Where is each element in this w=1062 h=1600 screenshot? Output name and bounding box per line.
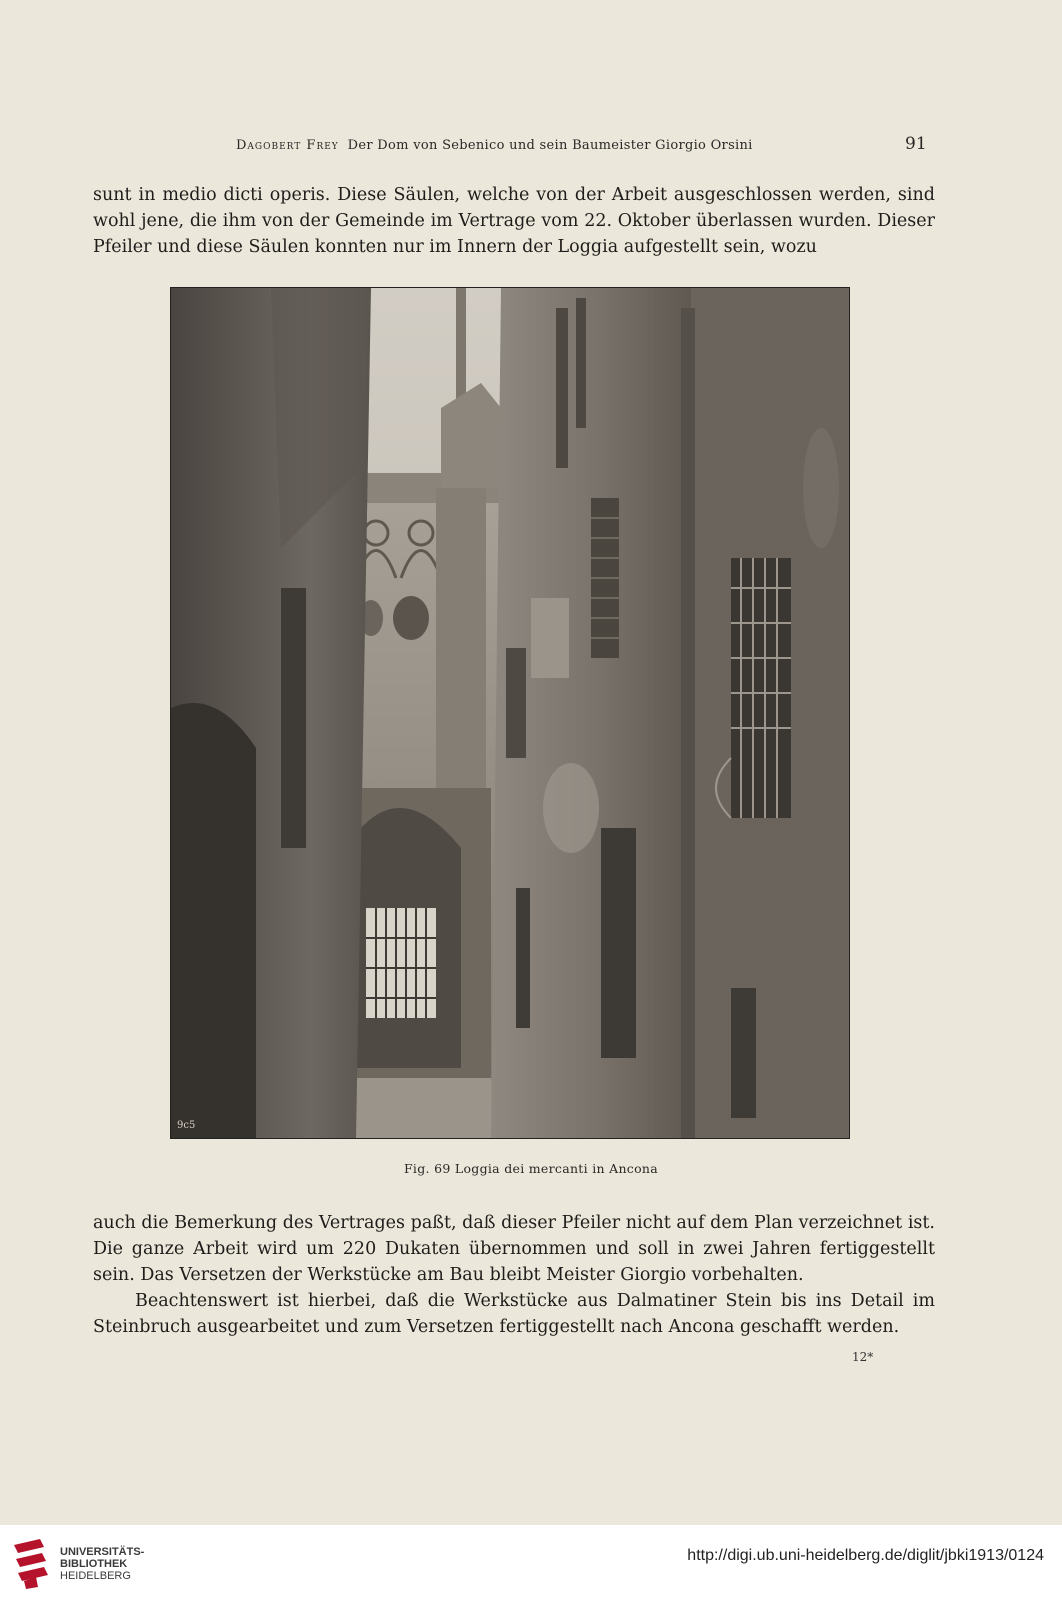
library-logo-icon xyxy=(10,1537,52,1589)
running-head-author: Dagobert Frey xyxy=(236,138,339,153)
running-head xyxy=(236,138,796,153)
footer-bar xyxy=(0,1525,1062,1600)
running-head-title: Der Dom von Sebenico und sein Baumeister Giorgio Orsini xyxy=(347,138,753,153)
figure-photograph xyxy=(170,287,850,1139)
body-text-top xyxy=(93,182,935,260)
paragraph: Beachtenswert ist hierbei, daß die Werkstücke aus Dalmatiner Stein bis ins Detail im Steinbruch ausgearbeitet und zum Versetzen fertiggestellt nach Ancona geschafft werden. xyxy=(93,1291,935,1337)
corner-mark: 9c5 xyxy=(177,1120,196,1131)
page-number: 91 xyxy=(905,134,927,154)
paragraph: auch die Bemerkung des Vertrages paßt, daß dieser Pfeiler nicht auf dem Plan verzeichnet ist. Die ganze Arbeit wird um 220 Dukaten übernommen und soll in zwei Jahren fertiggestellt sein. Das Versetzen der Werkstücke am Bau bleibt Meister Giorgio vorbehalten. xyxy=(93,1213,935,1285)
source-url-link[interactable]: http://digi.ub.uni-heidelberg.de/diglit/jbki1913/0124 xyxy=(687,1547,1044,1564)
library-name-line: BIBLIOTHEK xyxy=(60,1558,128,1570)
paragraph: sunt in medio dicti operis. Diese Säulen, welche von der Arbeit ausgeschlossen werden, sind wohl jene, die ihm von der Gemeinde im Vertrage vom 22. Oktober überlassen wurden. Dieser Pfeiler und diese Säulen konnten nur im Innern der Loggia aufgestellt sein, wozu xyxy=(93,185,935,257)
signature-mark: 12* xyxy=(852,1350,874,1364)
loggia-street-photo xyxy=(171,288,849,1138)
body-text-bottom xyxy=(93,1210,935,1340)
library-name xyxy=(60,1546,144,1582)
library-name-line: UNIVERSITÄTS- xyxy=(60,1546,145,1558)
library-name-line: HEIDELBERG xyxy=(60,1570,131,1582)
figure-caption: Fig. 69 Loggia dei mercanti in Ancona xyxy=(403,1161,659,1176)
